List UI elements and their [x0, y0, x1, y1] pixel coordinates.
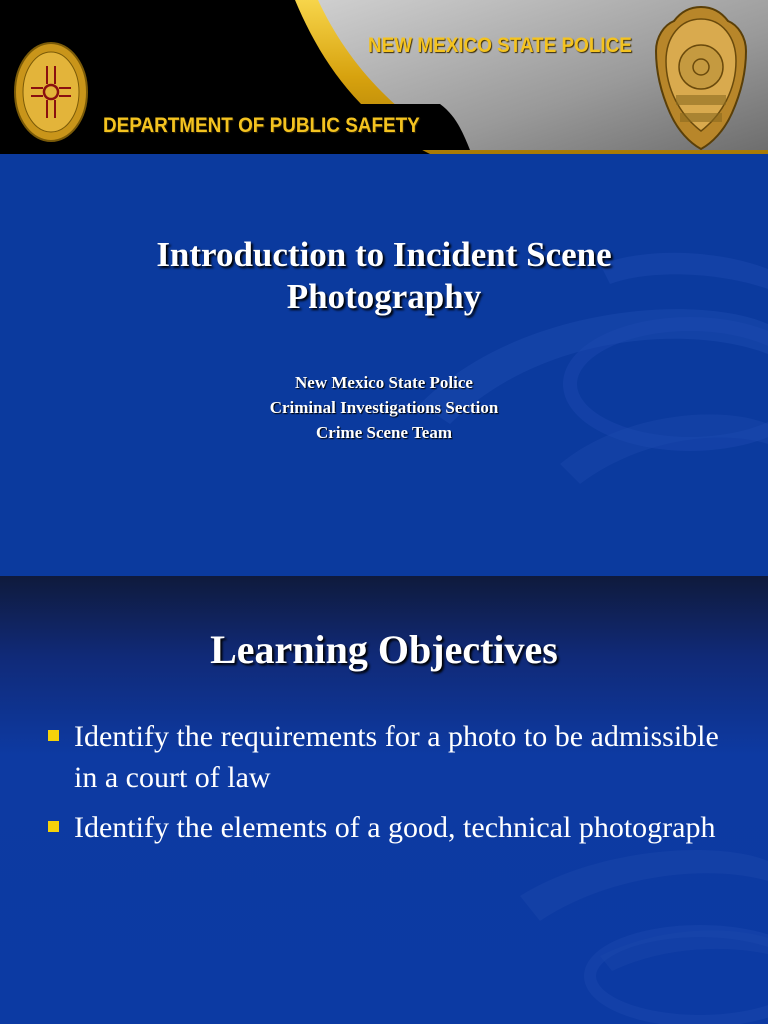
bullet-text: Identify the requirements for a photo to be admissible in a court of law [74, 720, 719, 794]
slide-subtitle [0, 370, 768, 445]
objectives-list [44, 716, 724, 857]
title-line-2: Photography [286, 277, 482, 316]
subtitle-line: New Mexico State Police [295, 373, 473, 392]
slide-header-banner [0, 0, 768, 154]
bullet-text: Identify the elements of a good, technical photograph [74, 811, 716, 844]
list-item [44, 716, 724, 798]
title-line-1: Introduction to Incident Scene [156, 235, 612, 274]
list-item [44, 807, 724, 848]
agency-name-bottom: DEPARTMENT OF PUBLIC SAFETY [103, 114, 420, 137]
police-badge-icon [652, 3, 750, 151]
subtitle-line: Crime Scene Team [316, 423, 452, 442]
subtitle-line: Criminal Investigations Section [269, 398, 499, 417]
slide-title [0, 234, 768, 318]
objectives-slide [0, 576, 768, 1024]
slide-title: Learning Objectives [210, 627, 558, 672]
square-bullet-icon [48, 730, 59, 741]
background-swirl [0, 154, 768, 576]
agency-name-top: NEW MEXICO STATE POLICE [368, 34, 632, 57]
dps-seal-icon [14, 42, 88, 142]
square-bullet-icon [48, 821, 59, 832]
